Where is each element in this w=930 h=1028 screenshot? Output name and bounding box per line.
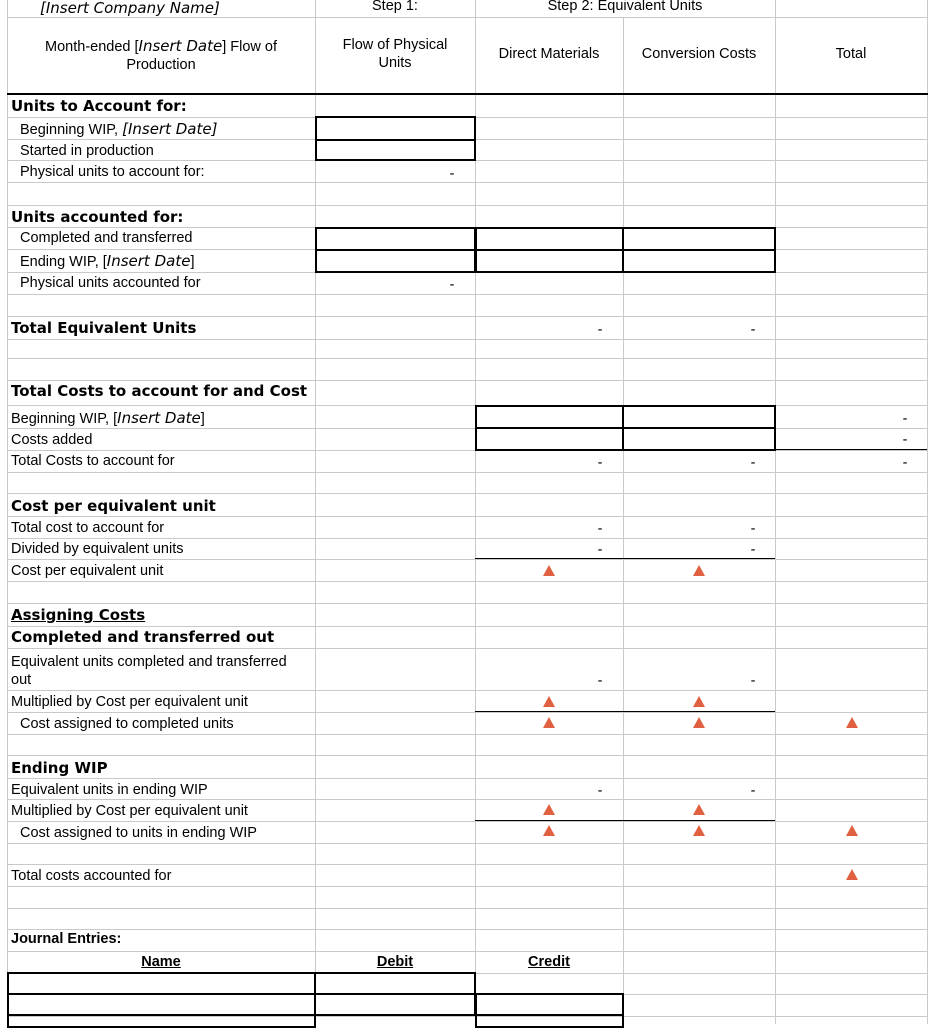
input-started-units[interactable] (315, 139, 476, 161)
input-completed-dm[interactable] (475, 227, 624, 251)
row-divided: Divided by equivalent units (11, 541, 184, 557)
value-dash: - (750, 521, 756, 537)
section-units-accounted: Units accounted for: (11, 208, 184, 226)
input-beginning-wip-units[interactable] (315, 116, 476, 141)
value-dash: - (750, 783, 756, 799)
input-beg-wip-cc-cost[interactable] (622, 405, 776, 429)
value-dash: - (902, 432, 908, 448)
row-costs-added: Costs added (11, 432, 93, 448)
row-total-cost-account: Total cost to account for (11, 520, 165, 536)
journal-debit-input-1[interactable] (314, 972, 476, 995)
input-ending-wip-units[interactable] (315, 249, 476, 273)
warning-icon (693, 565, 705, 576)
section-units-to-account: Units to Account for: (11, 97, 187, 115)
input-completed-units[interactable] (315, 227, 476, 251)
journal-name-input-2[interactable] (7, 993, 316, 1016)
row-ending-wip: Ending WIP, [Insert Date] (20, 252, 195, 270)
grid-line (623, 18, 624, 1024)
value-dash: - (449, 277, 455, 293)
input-costs-added-dm[interactable] (475, 427, 624, 451)
row-started: Started in production (20, 143, 154, 159)
journal-name-input-3[interactable] (7, 1014, 316, 1028)
row-cost-per-eu: Cost per equivalent unit (11, 563, 164, 579)
company-name: [Insert Company Name] (40, 0, 220, 17)
row-eq-completed-out: out (11, 672, 32, 688)
row-beginning-wip: Beginning WIP, [Insert Date] (20, 120, 218, 138)
value-dash: - (750, 673, 756, 689)
row-eq-completed: Equivalent units completed and transferred (11, 654, 287, 670)
month-ended-label: Month-ended [Insert Date] Flow of (45, 37, 277, 55)
warning-icon (543, 804, 555, 815)
warning-icon (693, 717, 705, 728)
input-costs-added-cc[interactable] (622, 427, 776, 451)
section-total-equivalent-units: Total Equivalent Units (11, 319, 197, 337)
section-completed-out: Completed and transferred out (11, 628, 275, 646)
journal-credit-header: Credit (528, 954, 570, 970)
row-physical-accounted: Physical units accounted for (20, 275, 201, 291)
value-dash: - (597, 542, 603, 558)
warning-icon (693, 804, 705, 815)
journal-name-input-1[interactable] (7, 972, 316, 995)
input-ending-wip-cc[interactable] (622, 249, 776, 273)
warning-icon (543, 717, 555, 728)
total-header: Total (835, 46, 867, 62)
section-ending-wip: Ending WIP (11, 759, 108, 777)
section-journal: Journal Entries: (11, 931, 122, 947)
row-total-accounted: Total costs accounted for (11, 868, 172, 884)
value-dash: - (750, 322, 756, 338)
value-dash: - (597, 673, 603, 689)
value-dash: - (597, 322, 603, 338)
production-label: Production (126, 57, 196, 73)
total-underline (475, 711, 775, 712)
step2-header: Step 2: Equivalent Units (547, 0, 703, 14)
warning-icon (693, 696, 705, 707)
value-dash: - (597, 521, 603, 537)
value-dash: - (597, 783, 603, 799)
warning-icon (846, 825, 858, 836)
warning-icon (846, 869, 858, 880)
total-underline (475, 558, 775, 559)
input-completed-cc[interactable] (622, 227, 776, 251)
input-ending-wip-dm[interactable] (475, 249, 624, 273)
warning-icon (543, 565, 555, 576)
value-dash: - (449, 166, 455, 182)
total-underline (775, 449, 927, 450)
row-beginning-wip-costs: Beginning WIP, [Insert Date] (11, 409, 205, 427)
value-dash: - (902, 411, 908, 427)
grid-line (7, 0, 8, 1024)
warning-icon (543, 825, 555, 836)
step1-header: Step 1: (372, 0, 418, 14)
row-eq-ending: Equivalent units in ending WIP (11, 782, 208, 798)
flow-physical-label: Flow of Physical (342, 37, 448, 53)
value-dash: - (750, 542, 756, 558)
row-cost-assigned-completed: Cost assigned to completed units (20, 716, 234, 732)
value-dash: - (597, 455, 603, 471)
journal-name-header: Name (141, 954, 181, 970)
warning-icon (693, 825, 705, 836)
total-underline (475, 820, 775, 821)
input-beg-wip-dm-cost[interactable] (475, 405, 624, 429)
row-multiplied: Multiplied by Cost per equivalent unit (11, 694, 248, 710)
section-total-costs: Total Costs to account for and Cost (11, 382, 308, 400)
units-label: Units (378, 55, 412, 71)
direct-materials-header: Direct Materials (498, 46, 600, 62)
journal-debit-input-2[interactable] (314, 993, 476, 1016)
value-dash: - (750, 455, 756, 471)
conversion-costs-header: Conversion Costs (641, 46, 757, 62)
section-cost-per-eu: Cost per equivalent unit (11, 497, 216, 515)
row-completed: Completed and transferred (20, 230, 193, 246)
row-physical-to-account: Physical units to account for: (20, 164, 205, 180)
journal-credit-input-3[interactable] (475, 1014, 624, 1028)
row-cost-assigned-ending: Cost assigned to units in ending WIP (20, 825, 257, 841)
row-total-costs-account: Total Costs to account for (11, 453, 175, 469)
section-assigning-costs: Assigning Costs (11, 606, 146, 624)
grid-line (927, 0, 928, 1024)
warning-icon (846, 717, 858, 728)
journal-credit-input-2[interactable] (475, 993, 624, 1016)
value-dash: - (902, 455, 908, 471)
warning-icon (543, 696, 555, 707)
row-multiplied-2: Multiplied by Cost per equivalent unit (11, 803, 248, 819)
grid-line (775, 0, 776, 1024)
journal-debit-header: Debit (376, 954, 414, 970)
